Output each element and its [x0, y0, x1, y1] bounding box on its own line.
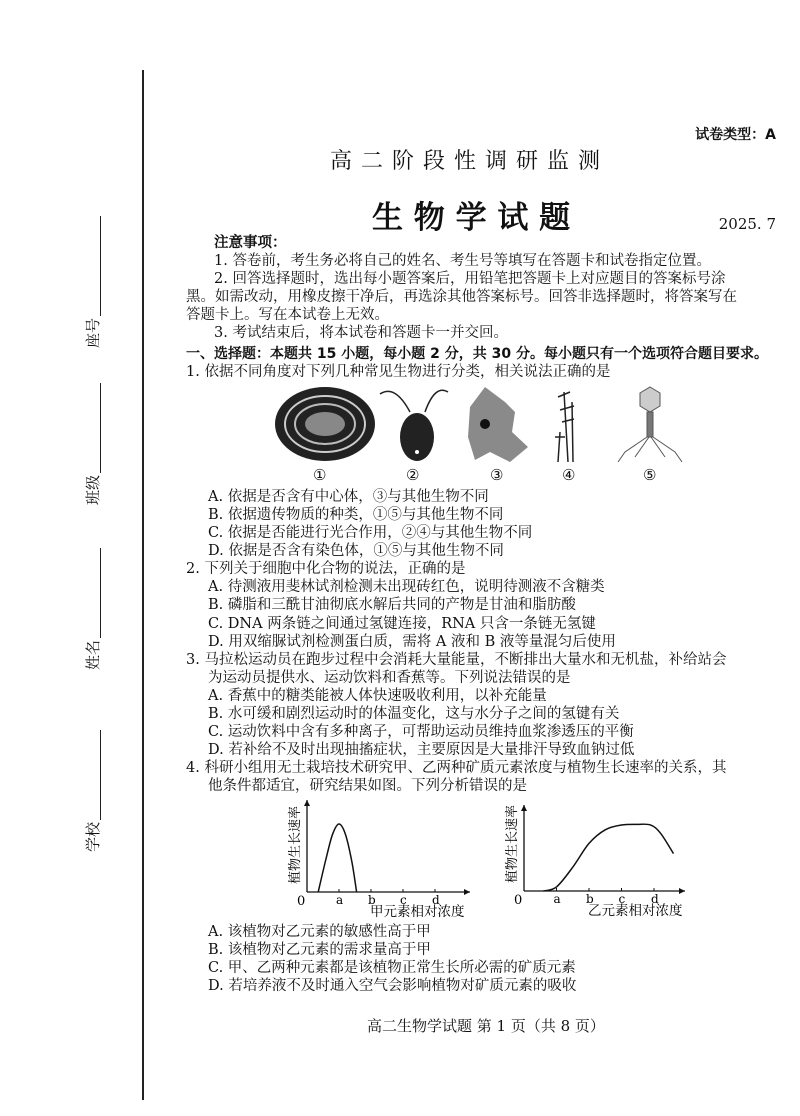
x-axis-arrow — [679, 888, 685, 894]
option-a: A. 依据是否含有中心体，③与其他生物不同 — [208, 489, 489, 505]
x-axis-label: 甲元素相对浓度 — [370, 904, 465, 920]
figure-label: ① — [313, 466, 327, 484]
figure-label: ④ — [562, 466, 576, 484]
option-a: A. 香蕉中的糖类能被人体快速吸收利用，以补充能量 — [208, 688, 547, 704]
figure-label: ② — [406, 466, 420, 484]
name-field[interactable]: 姓名 — [82, 548, 103, 670]
x-tick-label: d — [651, 892, 659, 906]
origin-label: 0 — [514, 893, 523, 908]
note-line: 1. 答卷前，考生务必将自己的姓名、考生号等填写在答题卡和试卷指定位置。 — [214, 253, 711, 269]
x-tick-label: a — [336, 893, 344, 907]
option-b: B. 水可缓和剧烈运动时的体温变化，这与水分子之间的氢键有关 — [208, 706, 620, 722]
x-axis-arrow — [464, 889, 470, 895]
origin-label: 0 — [297, 894, 306, 909]
note-line: 2. 回答选择题时，选出每小题答案后，用铅笔把答题卡上对应题目的答案标号涂 — [214, 271, 726, 287]
question-stem-cont: 为运动员提供水、运动饮料和香蕉等。下列说法错误的是 — [208, 670, 571, 686]
x-tick-label: d — [432, 893, 440, 907]
y-axis-label: 植物生长速率 — [288, 805, 303, 884]
question-stem: 3. 马拉松运动员在跑步过程中会消耗大量能量，不断排出大量水和无机盐，补给站会 — [186, 652, 727, 668]
growth-curve — [318, 824, 356, 892]
growth-curve — [544, 824, 674, 891]
x-axis-label: 乙元素相对浓度 — [588, 903, 683, 919]
question-stem: 1. 依据不同角度对下列几种常见生物进行分类，相关说法正确的是 — [186, 364, 611, 380]
school-field[interactable]: 学校 — [82, 730, 103, 852]
y-axis-arrow — [521, 805, 527, 811]
question-stem: 4. 科研小组用无土栽培技术研究甲、乙两种矿质元素浓度与植物生长速率的关系，其 — [186, 760, 727, 776]
paper-type: 试卷类型：A — [695, 127, 776, 143]
x-tick-label: a — [553, 892, 561, 906]
notes-title: 注意事项： — [214, 235, 287, 251]
option-b: B. 依据遗传物质的种类，①⑤与其他生物不同 — [208, 507, 504, 523]
option-b: B. 磷脂和三酰甘油彻底水解后共同的产物是甘油和脂肪酸 — [208, 597, 576, 613]
figure-label: ③ — [490, 466, 504, 484]
option-c: C. 依据是否能进行光合作用，②④与其他生物不同 — [208, 525, 533, 541]
class-field[interactable]: 班级 — [82, 383, 103, 505]
figure-label: ⑤ — [643, 466, 657, 484]
option-d: D. 用双缩脲试剂检测蛋白质，需将 A 液和 B 液等量混匀后使用 — [208, 634, 616, 650]
option-b: B. 该植物对乙元素的需求量高于甲 — [208, 942, 431, 958]
option-d: D. 依据是否含有染色体，①⑤与其他生物不同 — [208, 543, 504, 559]
exam-date: 2025. 7 — [718, 215, 776, 233]
option-d: D. 若补给不及时出现抽搐症状，主要原因是大量排汗导致血钠过低 — [208, 742, 635, 758]
option-d: D. 若培养液不及时通入空气会影响植物对矿质元素的吸收 — [208, 978, 577, 994]
y-axis-label: 植物生长速率 — [505, 804, 520, 883]
section-heading: 一、选择题：本题共 15 小题，每小题 2 分，共 30 分。每小题只有一个选项符合题目要求。 — [186, 346, 768, 362]
option-c: C. 甲、乙两种元素都是该植物正常生长所必需的矿质元素 — [208, 960, 576, 976]
page-footer: 高二生物学试题 第 1 页（共 8 页） — [367, 1017, 605, 1035]
question-stem-cont: 他条件都适宜，研究结果如图。下列分析错误的是 — [208, 778, 527, 794]
option-a: A. 该植物对乙元素的敏感性高于甲 — [208, 924, 431, 940]
option-a: A. 待测液用斐林试剂检测未出现砖红色，说明待测液不含糖类 — [208, 579, 605, 595]
note-line: 3. 考试结束后，将本试卷和答题卡一并交回。 — [214, 325, 508, 341]
x-tick-label: c — [400, 893, 407, 907]
seat-field[interactable]: 座号 — [82, 216, 103, 348]
page-title: 生 物 学 试 题 — [372, 200, 571, 236]
option-c: C. 运动饮料中含有多种离子，可帮助运动员维持血浆渗透压的平衡 — [208, 724, 634, 740]
note-line: 黑。如需改动，用橡皮擦干净后，再选涂其他答案标号。回答非选择题时，将答案写在 — [186, 289, 737, 305]
option-c: C. DNA 两条链之间通过氢键连接，RNA 只含一条链无氢键 — [208, 616, 596, 632]
exam-name: 高 二 阶 段 性 调 研 监 测 — [330, 149, 601, 174]
question-stem: 2. 下列关于细胞中化合物的说法，正确的是 — [186, 561, 466, 577]
x-tick-label: c — [618, 892, 626, 906]
x-tick-label: b — [586, 892, 594, 906]
y-axis-arrow — [304, 800, 310, 806]
x-tick-label: b — [368, 893, 376, 907]
note-line: 答题卡上。写在本试卷上无效。 — [186, 307, 389, 323]
